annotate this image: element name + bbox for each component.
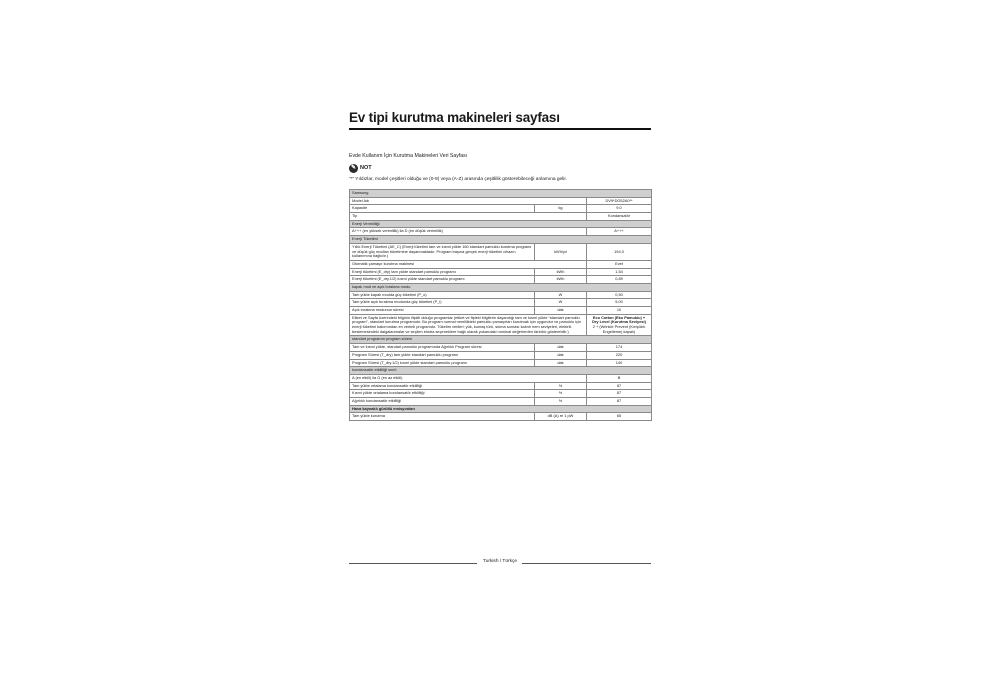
page-title: Ev tipi kurutma makineleri sayfası xyxy=(349,110,560,125)
table-row: Enerji tüketimi (E_dry) tam yükte standart pamuklu programı kWh 1,54 xyxy=(350,268,652,276)
table-row: Tam yükte kurutma dB (A) re 1 pW 65 xyxy=(350,413,652,421)
table-row xyxy=(350,220,652,228)
section-header: Enerji Tüketimi xyxy=(350,236,652,244)
spec-table xyxy=(349,189,652,421)
table-row: Otomatik çamaşır kurutma makinesi Evet xyxy=(350,260,652,268)
footer-rule-right xyxy=(522,563,651,564)
asterisk-footnote: “*” Yıldızlar, model çeşitleri olduğu ve (0-9) veya (A-Z) arasında çeşitlilik gösterebileceği anlamına gelir. xyxy=(349,177,567,182)
table-row xyxy=(350,367,652,375)
table-row: Açık bırakma modunun süresi dak 10 xyxy=(350,307,652,315)
table-row: Etiket ve Sayfa üzerindeki bilginin ilişkili olduğu programlar (etiket ve fişteki bilgilerin dayandığı tam ve kısmi yükte “standart pamuklu program”, standart kurutma programıdır. Bu program normal nemlilikteki pamuklu çamaşırları kurutmak için uygundur ve pamuklu için enerji tüketimi bakımından en verimli programdır. Tüketim verileri; yük, kumaş türü, sıkma sonrası kalıntı nem seviyeleri, elektrik beslemesindeki dalgalanmalar ve seçilen ekstra seçeneklere bağlı olarak yukarıdaki nominal değerlerden farklılık gösterebilir.) Eco Cotton (Eko Pamuklu) + Dry Level (Kurutma Seviyesi) 2 + (Wrinkle Prevent (Kırışıklık Engelleme) kapalı) xyxy=(350,314,652,336)
table-row xyxy=(350,190,652,198)
section-header: standart programın program süresi xyxy=(350,336,652,344)
section-header: Hava kaynaklı gürültü emisyonları xyxy=(350,405,652,413)
table-row: Tam ve kısmi yükte, standart pamuklu programında Ağırlıklı Program süresi dak 174 xyxy=(350,344,652,352)
table-row xyxy=(350,405,652,413)
table-row: Kapasite kg 9.0 xyxy=(350,205,652,213)
table-row: Program Süresi (T_dry) tam yükte standart pamuklu programı dak 220 xyxy=(350,351,652,359)
table-row: A (en etkili) ila G (en az etkili) B xyxy=(350,374,652,382)
table-row: Tam yükte ortalama kondansatör etkililiği % 87 xyxy=(350,382,652,390)
section-header: Enerji Verimliliği xyxy=(350,220,652,228)
note-header xyxy=(349,163,372,173)
brand-cell: Samsung xyxy=(350,190,652,198)
section-header: kapalı mod ve açık bırakma modu xyxy=(350,283,652,291)
title-rule xyxy=(349,128,651,130)
table-row: Tip Kondansatör xyxy=(350,213,652,221)
note-label: NOT xyxy=(360,165,372,171)
note-icon: ✎ xyxy=(350,164,357,171)
table-row: Kısmi yükte ortalama kondansatör etkililiği % 87 xyxy=(350,390,652,398)
table-row: Ağırlıklı kondansatör etkililiği % 87 xyxy=(350,397,652,405)
table-row xyxy=(350,236,652,244)
data-sheet-subtitle: Evde Kullanım İçin Kurutma Makineleri Veri Sayfası xyxy=(349,153,468,159)
table-row: Program Süresi (T_dry.1/2) kısmi yükte standart pamuklu programı dak 140 xyxy=(350,359,652,367)
table-row: Enerji tüketimi (E_dry.1/2) kısmi yükte standart pamuklu programı kWh 0,89 xyxy=(350,276,652,284)
table-row: Tam yükte kapalı modda güç tüketimi (P_o) W 0,50 xyxy=(350,291,652,299)
section-header: kondansatör etkililiği sınıfı xyxy=(350,367,652,375)
table-row: Tam yükte açık bırakma modunda güç tüketimi (P_l) W 5,00 xyxy=(350,299,652,307)
table-row xyxy=(350,336,652,344)
footer-rule-left xyxy=(349,563,477,564)
table-row: Yıllık Enerji Tüketimi (AE_C) (Enerji tüketimi tam ve kısmi yükte 160 standart pamuklu kurutma programı ve düşük güç modları tüketimine dayanmaktadır. Program başına gerçek enerji tüketimi cihazın kullanımına bağlıdır.) kWh/yıl 194,0 xyxy=(350,243,652,260)
table-row xyxy=(350,283,652,291)
program-info-value: Eco Cotton (Eko Pamuklu) + Dry Level (Kurutma Seviyesi) 2 + (Wrinkle Prevent (Kırışıklık Engelleme) kapalı) xyxy=(587,314,652,336)
table-row: Model Adı DV9*DG52A0** xyxy=(350,197,652,205)
footer-language: Turkish / Türkçe xyxy=(482,559,518,564)
table-row: A+++ (en yüksek verimlilik) ila D (en düşük verimlilik) A+++ xyxy=(350,228,652,236)
